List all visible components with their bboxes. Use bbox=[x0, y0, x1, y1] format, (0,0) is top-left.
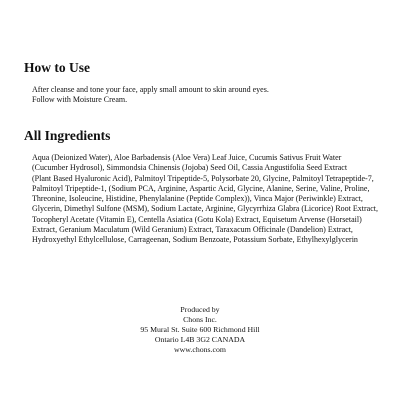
ingredients-line: Tocopheryl Acetate (Vitamin E), Centella Asiatica (Gotu Kola) Extract, Equisetum Arvense (Horsetail) bbox=[32, 214, 362, 224]
ingredients-heading: All Ingredients bbox=[24, 128, 111, 143]
how-to-use-line: Follow with Moisture Cream. bbox=[32, 95, 128, 104]
producer-info bbox=[0, 305, 400, 355]
ingredients-line: Hydroxyethyl Ethylcellulose, Carrageenan, Sodium Benzoate, Potassium Sorbate, Ethylhexylglycerin bbox=[32, 235, 358, 245]
ingredients-line: Threonine, Isoleucine, Histidine, Phenylalanine (Peptide Complex)), Vinca Major (Periwinkle) Extract, bbox=[32, 194, 363, 204]
ingredients-line: Aqua (Deionized Water), Aloe Barbadensis (Aloe Vera) Leaf Juice, Cucumis Sativus Fruit Water bbox=[32, 153, 342, 162]
how-to-use-heading: How to Use bbox=[24, 60, 90, 75]
website-link: www.chons.com bbox=[174, 345, 226, 354]
address-line: Ontario L4B 3G2 CANADA bbox=[154, 335, 246, 344]
ingredients-line: Palmitoyl Tripeptide-1, (Sodium PCA, Arginine, Aspartic Acid, Glycine, Alanine, Serine, Valine, Proline, bbox=[32, 183, 370, 193]
ingredients-list bbox=[24, 153, 376, 246]
address-line: 95 Mural St. Suite 600 Richmond Hill bbox=[140, 325, 260, 334]
ingredients-line: Extract, Geranium Maculatum (Wild Geranium) Extract, Taraxacum Officinale (Dandelion) Extract, bbox=[32, 225, 353, 235]
how-to-use-text bbox=[24, 85, 376, 105]
how-to-use-line: After cleanse and tone your face, apply small amount to skin around eyes. bbox=[32, 85, 269, 94]
ingredients-line: (Plant Based Hyaluronic Acid), Palmitoyl Tripeptide-5, Polysorbate 20, Glycine, Palmitoyl Tetrapeptide-7, bbox=[32, 173, 374, 183]
company-name: Chons Inc. bbox=[183, 315, 217, 324]
ingredients-line: (Cucumber Hydrosol), Simmondsia Chinensis (Jojoba) Seed Oil, Cassia Angustifolia Seed Extract bbox=[32, 163, 348, 173]
ingredients-line: Glycerin, Dimethyl Sulfone (MSM), Sodium Lactate, Arginine, Glycyrrhiza Glabra (Licorice) Root Extract, bbox=[32, 204, 378, 214]
producer-line: Produced by bbox=[180, 305, 220, 314]
